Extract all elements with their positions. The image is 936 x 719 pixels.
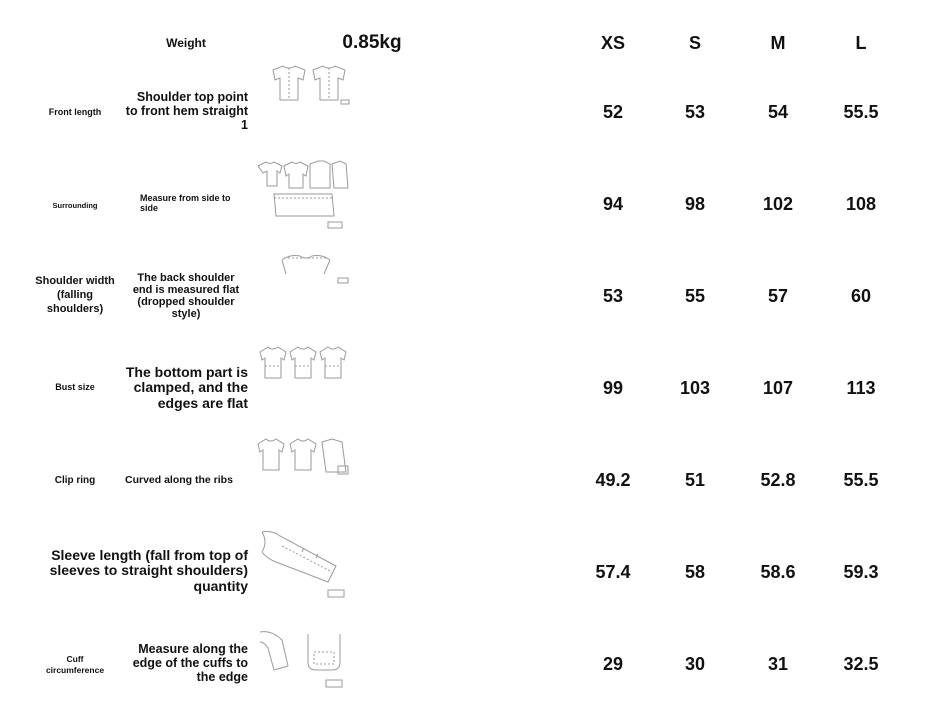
row-sleeve-length-xs: 57.4 (595, 561, 631, 582)
row-surrounding-xs: 94 (602, 193, 624, 214)
row-bust-size-l: 113 (846, 377, 876, 398)
row-front-length-desc: Shoulder top point to front hem straight 1 (125, 90, 248, 132)
row-surrounding-desc: Measure from side to side (140, 193, 231, 213)
shoulder-width-sketch-icon (268, 248, 352, 294)
row-cuff-m: 31 (767, 653, 789, 674)
row-surrounding-m: 102 (762, 193, 794, 214)
row-shoulder-width-l: 60 (850, 285, 872, 306)
row-clip-ring-l: 55.5 (843, 469, 879, 490)
row-shoulder-width-name: Shoulder width (falling shoulders) (35, 275, 115, 315)
sleeve-length-sketch-icon (258, 526, 354, 602)
weight-value: 0.85kg (342, 32, 402, 53)
row-cuff-xs: 29 (602, 653, 624, 674)
row-bust-size-s: 103 (679, 377, 711, 398)
row-front-length-s: 53 (684, 101, 706, 122)
row-shoulder-width-m: 57 (767, 285, 789, 306)
row-shoulder-width-s: 55 (684, 285, 706, 306)
row-surrounding-name: Surrounding (52, 201, 98, 211)
row-surrounding-s: 98 (684, 193, 706, 214)
row-cuff-name: Cuff circumference (45, 654, 105, 675)
row-shoulder-width-desc: The back shoulder end is measured flat (dropped shoulder style) (132, 271, 240, 321)
size-header-s: S (688, 32, 701, 53)
row-sleeve-length-m: 58.6 (760, 561, 796, 582)
surrounding-sketch-icon (254, 156, 354, 232)
row-cuff-desc: Measure along the edge of the cuffs to the edge (132, 642, 248, 684)
clip-ring-sketch-icon (254, 434, 354, 478)
row-sleeve-length-s: 58 (684, 561, 706, 582)
bust-size-sketch-icon (256, 342, 352, 386)
row-sleeve-length-l: 59.3 (843, 561, 879, 582)
row-clip-ring-desc: Curved along the ribs (125, 474, 233, 487)
row-bust-size-xs: 99 (602, 377, 624, 398)
row-bust-size-m: 107 (762, 377, 794, 398)
row-cuff-s: 30 (684, 653, 706, 674)
size-header-m: M (770, 32, 786, 53)
row-bust-size-name: Bust size (55, 382, 95, 393)
row-bust-size-desc: The bottom part is clamped, and the edges are flat (125, 363, 248, 411)
row-clip-ring-name: Clip ring (54, 474, 96, 486)
row-front-length-m: 54 (767, 101, 789, 122)
size-header-xs: XS (600, 32, 625, 53)
row-cuff-l: 32.5 (843, 653, 879, 674)
row-front-length-l: 55.5 (843, 101, 879, 122)
row-clip-ring-s: 51 (684, 469, 706, 490)
front-length-sketch-icon (265, 62, 355, 108)
row-clip-ring-m: 52.8 (760, 469, 796, 490)
row-surrounding-l: 108 (845, 193, 877, 214)
row-front-length-name: Front length (48, 107, 102, 118)
row-sleeve-length-desc: Sleeve length (fall from top of sleeves to straight shoulders) quantity (49, 546, 248, 594)
cuff-sketch-icon (256, 626, 352, 692)
size-header-l: L (855, 32, 867, 53)
row-shoulder-width-xs: 53 (602, 285, 624, 306)
row-clip-ring-xs: 49.2 (595, 469, 631, 490)
row-front-length-xs: 52 (602, 101, 624, 122)
weight-label: Weight (166, 36, 206, 50)
